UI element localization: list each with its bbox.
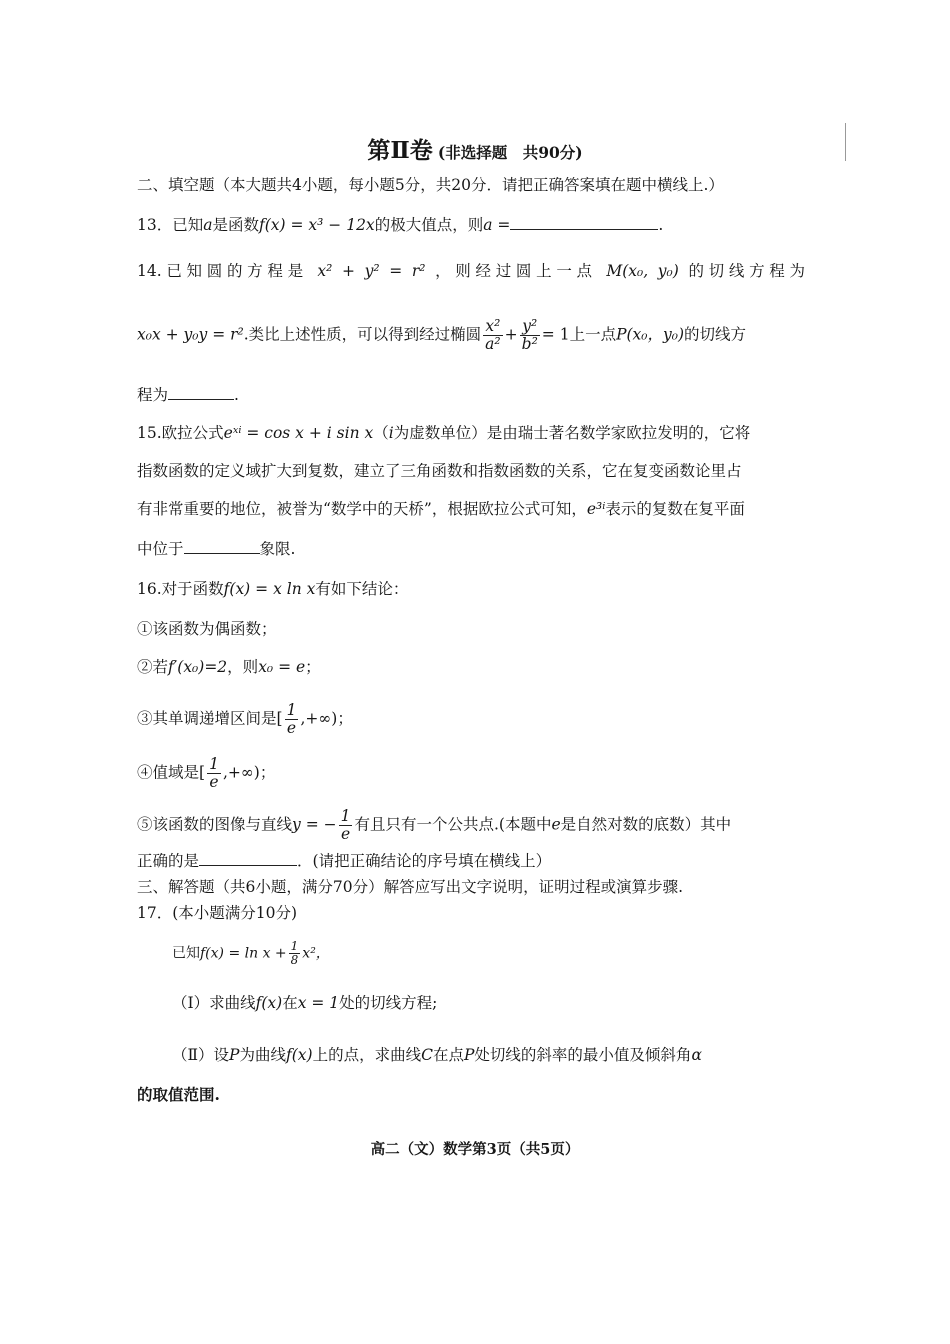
q17-given-a: 已知 — [172, 945, 200, 962]
q17-given-den: 8 — [290, 953, 299, 968]
q16-item4-fraction — [207, 756, 221, 791]
q15-paren: （ — [373, 424, 389, 442]
q17-part1-b: 在 — [282, 994, 298, 1012]
q16-item4-num: 1 — [209, 755, 219, 773]
q14-answer-blank[interactable] — [168, 386, 234, 400]
q16-item2-a: ②若 — [137, 658, 169, 676]
q17-part1-a: （Ⅰ）求曲线 — [172, 994, 256, 1012]
q14-ellipse-x-fraction — [483, 318, 502, 353]
q13-end: . — [658, 216, 664, 234]
q16-item2-derivative: f′(x₀)=2 — [168, 658, 228, 676]
q14-line1-end: 的切线方程为 — [688, 262, 805, 280]
q13-suffix: 的极大值点，则 — [374, 216, 484, 234]
q16-intro-b: 有如下结论： — [315, 580, 409, 598]
q15-line4-a: 中位于 — [137, 540, 184, 558]
question-15-line1 — [137, 424, 750, 443]
q16-item3-num: 1 — [286, 701, 297, 719]
q16-item5-b: 有且只有一个公共点.(本题中 — [354, 815, 552, 834]
q17-part2-line2: 的取值范围. — [137, 1085, 220, 1104]
q15-answer-blank[interactable] — [184, 540, 260, 554]
q16-item4-den: e — [209, 773, 219, 792]
q17-part2-p: P — [229, 1046, 240, 1064]
q16-function: f(x) = x ln x — [223, 580, 316, 598]
q15-euler-formula: eˣⁱ = cos x + i sin x — [223, 424, 374, 442]
q16-answer-blank[interactable] — [199, 852, 297, 866]
q14-line1-mid: ，则经过圆上一点 — [435, 262, 597, 280]
q14-line2-mid: .类比上述性质，可以得到经过椭圆 — [243, 325, 482, 344]
q17-given-num: 1 — [290, 939, 299, 953]
q14-tangent-eq: x₀x + y₀y = r² — [137, 325, 244, 344]
q17-part2-f: f(x) — [286, 1046, 313, 1064]
q17-header: 17．(本小题满分10分) — [137, 904, 298, 922]
q14-plus: + — [504, 325, 518, 344]
q17-part1-f: f(x) — [255, 994, 283, 1012]
q16-item3-fraction — [285, 702, 299, 737]
q16-item3-den: e — [286, 719, 297, 738]
q14-line2-end: 上一点 — [569, 325, 617, 344]
q17-part1-c: 处的切线方程; — [339, 994, 438, 1012]
q16-item3-bracket: [ — [276, 709, 283, 728]
q13-formula: f(x) = x³ − 12x — [259, 216, 375, 234]
q17-given-fraction — [289, 940, 301, 967]
q17-part2-c: 上的点，求曲线 — [312, 1046, 422, 1064]
q17-given — [172, 940, 330, 967]
q16-answer-b: ．(请把正确结论的序号填在横线上） — [297, 852, 552, 870]
q17-part2-b: 为曲线 — [239, 1046, 286, 1064]
q17-part2-d: 在点 — [432, 1046, 464, 1064]
q16-item2-b: ，则 — [227, 658, 259, 676]
q14-eq-one: = 1 — [541, 325, 570, 344]
question-15-line4 — [137, 540, 295, 559]
q17-part2-a: （Ⅱ）设 — [172, 1046, 230, 1064]
q16-answer-line — [137, 852, 551, 871]
q14-ellipse-x-den: a² — [485, 335, 501, 354]
q14-line2-tail: 的切线方 — [684, 325, 747, 344]
title-subtitle: (非选择题 共90分) — [437, 143, 583, 162]
section2-heading: 二、填空题（本大题共4小题，每小题5分，共20分．请把正确答案填在题中横线上.） — [137, 176, 724, 194]
q14-end: . — [234, 386, 239, 404]
q16-item5-num: 1 — [340, 807, 351, 825]
q14-intro: 14.已知圆的方程是 — [137, 262, 308, 280]
q16-item5-y: y = − — [292, 815, 337, 834]
q17-part2-p2: P — [463, 1046, 475, 1064]
q16-intro-a: 16.对于函数 — [137, 580, 224, 598]
q14-ellipse-x-num: x² — [483, 318, 502, 336]
q16-item5-den: e — [340, 825, 351, 844]
q17-given-tail: x²， — [302, 945, 330, 962]
section3-heading: 三、解答题（共6小题，满分70分）解答应写出文字说明，证明过程或演算步骤. — [137, 878, 684, 896]
q14-circle-eq: x² + y² = r² — [317, 262, 426, 280]
q16-item5-e: e — [551, 815, 561, 834]
question-15-line3 — [137, 500, 745, 519]
q15-e3i: e³ⁱ — [586, 500, 606, 518]
q16-item4-a: ④值域是 — [137, 763, 200, 782]
q14-point-p: P(x₀，y₀) — [616, 325, 685, 344]
q15-line3-a: 有非常重要的地位，被誉为“数学中的天桥”，根据欧拉公式可知， — [137, 500, 587, 518]
q13-var-a: a — [203, 216, 213, 234]
q17-given-f: f(x) = ln x + — [200, 945, 287, 962]
q15-line1-tail: 为虚数单位）是由瑞士著名数学家欧拉发明的，它将 — [393, 424, 751, 442]
q14-ellipse-y-fraction — [520, 318, 540, 353]
q16-item2-c: ； — [305, 658, 321, 676]
q17-alpha: α — [691, 1046, 702, 1064]
q16-item-3 — [137, 702, 353, 737]
question-15-line2: 指数函数的定义域扩大到复数，建立了三角函数和指数函数的关系，它在复变函数论里占 — [137, 462, 742, 480]
q13-prefix: 13．已知 — [137, 216, 204, 234]
q16-item2-x: x₀ = e — [258, 658, 306, 676]
q16-item3-a: ③其单调递增区间是 — [137, 709, 277, 728]
q15-line3-b: 表示的复数在复平面 — [605, 500, 745, 518]
question-14-line1 — [137, 262, 805, 281]
q16-answer-a: 正确的是 — [137, 852, 200, 870]
q15-line4-b: 象限. — [259, 540, 296, 558]
q13-answer-var: a = — [483, 216, 511, 234]
q14-point-m: M(x₀, y₀) — [606, 262, 679, 280]
question-14-line3 — [137, 386, 239, 405]
q16-item5-fraction — [339, 808, 353, 843]
q15-intro: 15.欧拉公式 — [137, 424, 224, 442]
q17-part-1 — [172, 994, 437, 1013]
question-16-intro — [137, 580, 408, 599]
q14-ellipse-y-den: b² — [521, 335, 538, 354]
q16-item-5 — [137, 808, 731, 843]
q16-item5-a: ⑤该函数的图像与直线 — [137, 815, 293, 834]
q17-part1-x: x = 1 — [297, 994, 340, 1012]
q16-item-4 — [137, 756, 275, 791]
q16-item4-tail: ,+∞)； — [222, 763, 276, 782]
q17-part2-cv: C — [421, 1046, 433, 1064]
q16-item-1: ①该函数为偶函数； — [137, 620, 277, 638]
question-13 — [137, 216, 663, 235]
q16-item4-bracket: [ — [199, 763, 206, 782]
q13-mid: 是函数 — [212, 216, 259, 234]
q16-item-2 — [137, 658, 321, 677]
page-footer: 高二（文）数学第3页（共5页） — [370, 1141, 580, 1158]
question-14-line2 — [137, 318, 746, 353]
q13-answer-blank[interactable] — [510, 216, 658, 230]
page-title — [0, 132, 950, 165]
q16-item5-c: 是自然对数的底数）其中 — [560, 815, 732, 834]
q17-part-2 — [172, 1046, 702, 1065]
q16-item3-tail: ,+∞)； — [300, 709, 353, 728]
title-main: 第Ⅱ卷 — [367, 137, 433, 164]
q14-ellipse-y-num: y² — [520, 318, 540, 336]
q14-line3-start: 程为 — [137, 386, 169, 404]
q15-i-var: i — [388, 424, 394, 442]
q17-part2-e: 处切线的斜率的最小值及倾斜角 — [474, 1046, 692, 1064]
